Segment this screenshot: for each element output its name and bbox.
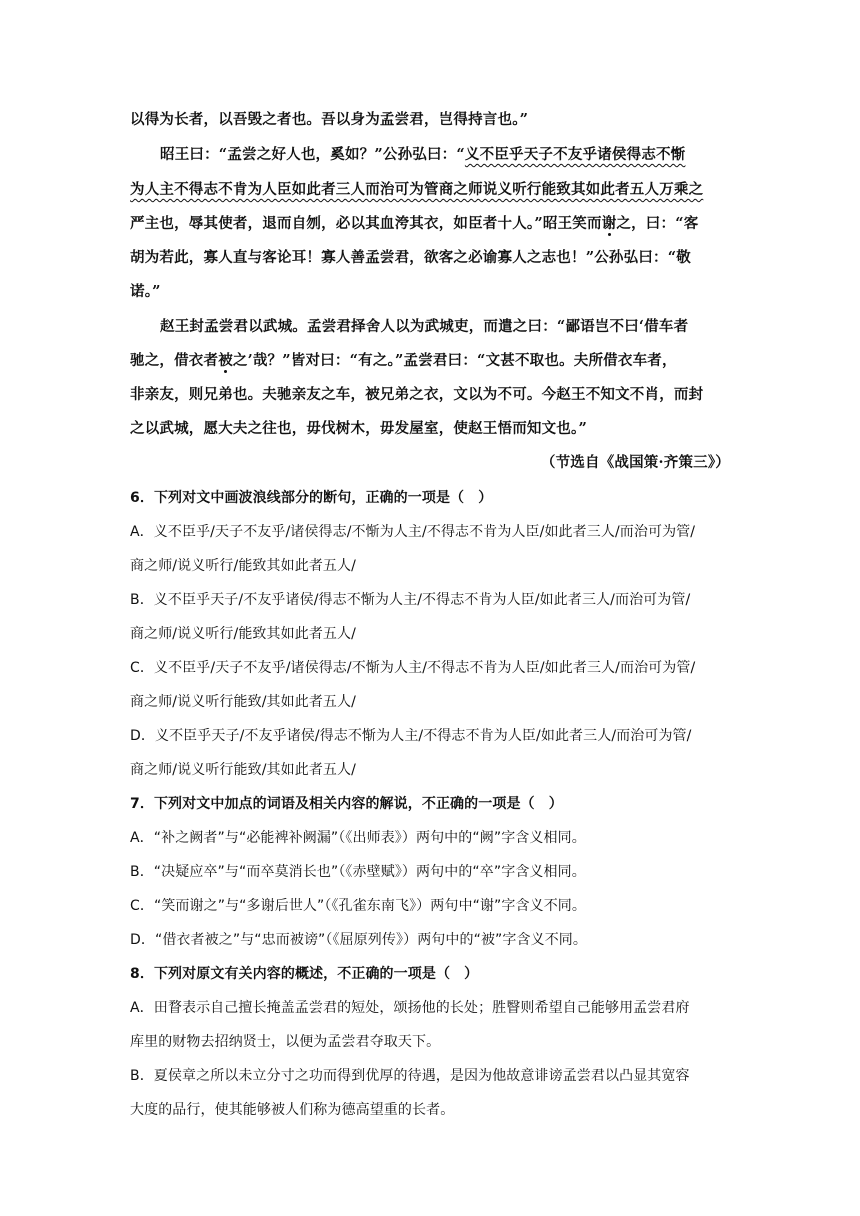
q6-option-d: D．义不臣乎天子/不友乎诸侯/得志不惭为人主/不得志不肯为人臣/如此者三人/而治可为管/ (130, 728, 692, 744)
passage-line (130, 214, 730, 234)
passage-line: 非亲友，则兄弟也。夫驰亲友之车，被兄弟之衣，文以为不可。今赵王不知文不肖，而封 (130, 386, 704, 403)
q7-option-c: C．“笑而谢之”与“多谢后世人”（《孔雀东南飞》）两句中“谢”字含义不同。 (130, 898, 586, 914)
q6-option-b: B．义不臣乎天子/不友乎诸侯/得志不惭为人主/不得志不肯为人臣/如此者三人/而治可为管/ (130, 592, 691, 608)
passage-line: 胡为若此，寡人直与客论耳！寡人善孟尝君，欲客之必谕寡人之志也！”公孙弘曰：“敬 (130, 249, 691, 266)
passage-line: 之以武城，愿大夫之往也，毋伐树木，毋发屋室，使赵王悟而知文也。” (130, 420, 587, 437)
question-7-stem: 7．下列对文中加点的词语及相关内容的解说，不正确的一项是（ ） (130, 796, 563, 812)
q7-option-b: B．“决疑应卒”与“而卒莫消长也”（《赤壁赋》）两句中的“卒”字含义相同。 (130, 864, 586, 880)
q6-option-a-cont: 商之师/说义听行/能致其如此者五人/ (130, 558, 356, 574)
wavy-underlined-text: 为人主不得志不肯为人臣如此者三人而治可为管商之师说义听行能致其如此者五人万乘之 (130, 181, 704, 198)
passage-text: 驰之，借衣者 (130, 352, 219, 369)
dotted-emphasis-char: 谢 (601, 215, 617, 232)
passage-line (160, 145, 730, 165)
q8-option-a-cont: 库里的财物去招纳贤士，以便为孟尝君夺取天下。 (130, 1034, 441, 1050)
question-6-stem: 6．下列对文中画波浪线部分的断句，正确的一项是（ ） (130, 490, 493, 506)
passage-source: （节选自《战国策·齐策三》） (540, 454, 730, 471)
passage-line: 以得为长者，以吾毁之者也。吾以身为孟尝君，岂得持言也。” (130, 111, 529, 128)
dotted-emphasis-char: 被 (218, 352, 233, 369)
passage-text: 严主也，辱其使者，退而自刎，必以其血洿其衣，如臣者十人。”昭王笑而 (130, 215, 602, 232)
q8-option-b-cont: 大度的品行，使其能够被人们称为德高望重的长者。 (130, 1102, 455, 1118)
passage-line (130, 351, 730, 371)
wavy-underlined-text: 义不臣乎天子不友乎诸侯得志不惭 (464, 146, 686, 163)
q6-option-d-cont: 商之师/说义听行能致/其如此者五人/ (130, 762, 356, 778)
q6-option-b-cont: 商之师/说义听行/能致其如此者五人/ (130, 626, 356, 642)
passage-line: 诺。” (130, 283, 161, 300)
q7-option-d: D．“借衣者被之”与“忠而被谤”（《屈原列传》）两句中的“被”字含义不同。 (130, 932, 587, 948)
q7-option-a: A．“补之阙者”与“必能裨补阙漏”（《出师表》）两句中的“阙”字含义相同。 (130, 830, 586, 846)
q6-option-a: A．义不臣乎/天子不友乎/诸侯得志/不惭为人主/不得志不肯为人臣/如此者三人/而治可为管/ (130, 524, 696, 540)
passage-text: 昭王曰：“孟尝之好人也，奚如？”公孙弘曰：“ (160, 146, 465, 163)
passage-line (130, 180, 730, 200)
q6-option-c: C．义不臣乎/天子不友乎/诸侯得志/不惭为人主/不得志不肯为人臣/如此者三人/而治可为管/ (130, 660, 696, 676)
q8-option-b: B．夏侯章之所以未立分寸之功而得到优厚的待遇，是因为他故意诽谤孟尝君以凸显其宽容 (130, 1068, 690, 1084)
q6-option-c-cont: 商之师/说义听行能致/其如此者五人/ (130, 694, 356, 710)
q8-option-a: A．田瞀表示自己擅长掩盖孟尝君的短处，颂扬他的长处；胜瞖则希望自己能够用孟尝君府 (130, 1000, 690, 1016)
passage-text: 之’哉？”皆对曰：“有之。”孟尝君曰：“文甚不取也。夫所借衣车者， (232, 352, 677, 369)
question-8-stem: 8．下列对原文有关内容的概述，不正确的一项是（ ） (130, 966, 479, 982)
passage-text: 之，曰：“客 (616, 215, 699, 232)
passage-line: 赵王封孟尝君以武城。孟尝君择舍人以为武城吏，而遣之曰：“鄙语岂不曰‘借车者 (160, 318, 689, 335)
